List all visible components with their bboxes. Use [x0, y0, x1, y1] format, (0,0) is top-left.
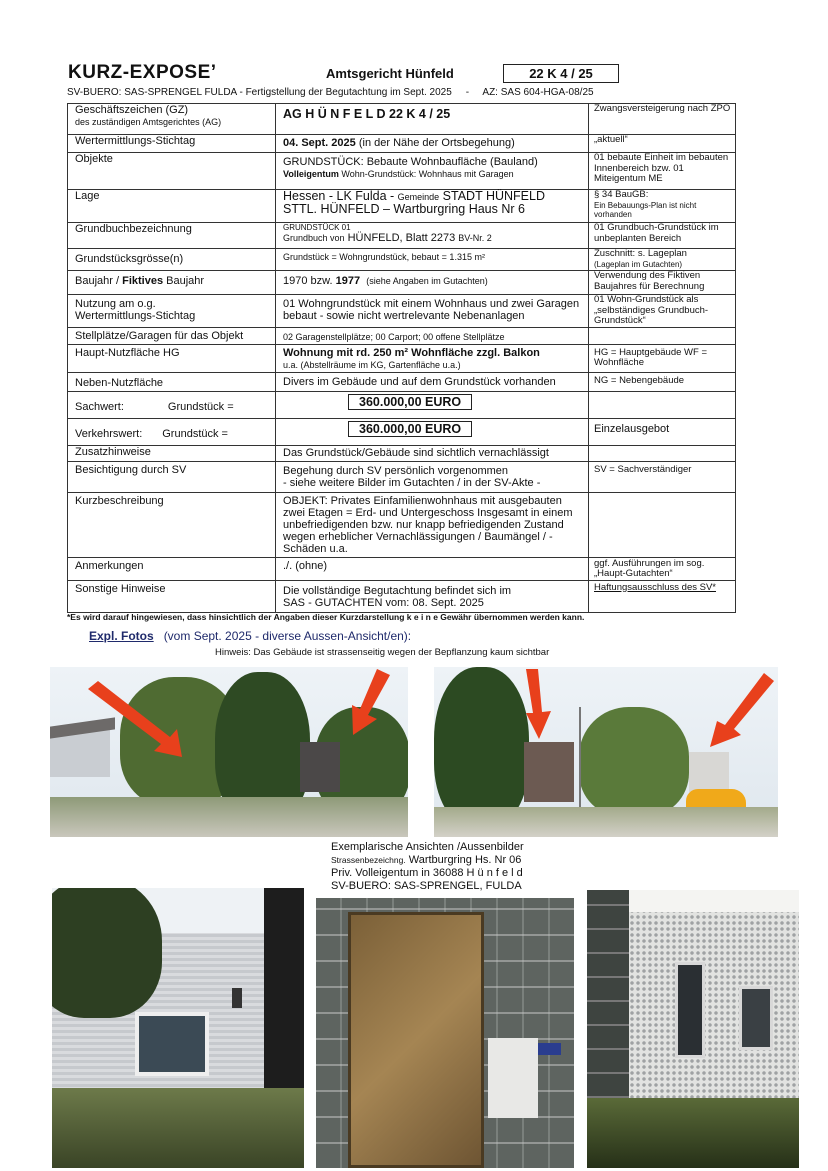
- nutzung-note: 01 Wohn-Grundstück als „selbständiges Grundbuch-Grundstück“: [589, 295, 736, 328]
- stichtag-rest: (in der Nähe der Ortsbegehung): [358, 137, 515, 149]
- gz-label: Geschäftszeichen (GZ): [75, 104, 189, 116]
- gz-note: Zwangsversteigerung nach ZPO: [589, 104, 736, 135]
- photo-entrance-door: [316, 898, 574, 1168]
- lage-city: STADT HÜNFELD: [442, 189, 545, 203]
- sonstige-note: Haftungsausschluss des SV*: [589, 580, 736, 612]
- besichtigung-label: Besichtigung durch SV: [68, 461, 276, 492]
- gz-label-small: des zuständigen Amtsgerichtes (AG): [75, 117, 222, 127]
- row-sachwert: [68, 391, 736, 418]
- objekte-note: 01 bebaute Einheit im bebauten Innenbereich bzw. 01 Miteigentum ME: [589, 153, 736, 190]
- sachwert-label: Sachwert:: [75, 400, 124, 413]
- row-nutzung: [68, 295, 736, 328]
- gz-value: AG H Ü N F E L D 22 K 4 / 25: [283, 107, 451, 121]
- verkehrswert-note: Einzelausgebot: [589, 418, 736, 445]
- grundbuch-note: 01 Grundbuch-Grundstück im unbeplanten Bereich: [589, 223, 736, 249]
- caption-office: SV-BUERO: SAS-SPRENGEL, FULDA: [331, 880, 522, 892]
- row-zusatz: [68, 445, 736, 461]
- haupt-value1: Wohnung mit rd. 250 m² Wohnfläche zzgl. Balkon: [283, 346, 540, 359]
- nutzung-label2: Wertermittlungs-Stichtag: [75, 310, 196, 322]
- groesse-note2: (Lageplan im Gutachten): [594, 259, 683, 269]
- zusatz-value: Das Grundstück/Gebäude sind sichtlich vernachlässigt: [276, 445, 589, 461]
- photo-front-left: [50, 667, 408, 837]
- nutzung-label1: Nutzung am o.g.: [75, 298, 156, 310]
- photos-heading: [89, 629, 411, 643]
- verkehrswert-grundstueck: Grundstück =: [162, 427, 228, 440]
- row-haupt: [68, 344, 736, 372]
- sachwert-grundstueck: Grundstück =: [167, 400, 234, 413]
- sonstige-value2: SAS - GUTACHTEN vom: 08. Sept. 2025: [283, 596, 484, 609]
- page-title: KURZ-EXPOSE’: [68, 62, 217, 83]
- stellplaetze-label: Stellplätze/Garagen für das Objekt: [68, 327, 276, 344]
- lantern: [232, 988, 242, 1008]
- anmerkungen-value: ./. (ohne): [276, 557, 589, 580]
- grundbuch-bv: BV-Nr. 2: [458, 233, 492, 243]
- besichtigung-value2: - siehe weitere Bilder im Gutachten / in der SV-Akte -: [283, 476, 541, 489]
- lage-note1: § 34 BauGB:: [594, 189, 649, 200]
- kurz-value: OBJEKT: Privates Einfamilienwohnhaus mit ausgebauten zwei Etagen = Erd- und Untergeschoss Insgesamt in einem unbefriedigenden bzw. nur knapp befriedigenden Zustand wegen erheblicher Vernachlässigungen / Baumängel / -Schäden u.a.: [276, 492, 589, 557]
- neben-value: Divers im Gebäude und auf dem Grundstück vorhanden: [276, 372, 589, 391]
- row-kurz: [68, 492, 736, 557]
- photo-rear-wall: [587, 890, 799, 1168]
- besichtigung-note: SV = Sachverständiger: [589, 461, 736, 492]
- objekte-label: Objekte: [68, 153, 276, 190]
- reference-number: AZ: SAS 604-HGA-08/25: [482, 87, 594, 98]
- caption-ownership: Priv. Volleigentum in 36088 H ü n f e l d: [331, 867, 523, 879]
- baujahr-year: 1970 bzw.: [283, 275, 333, 287]
- lage-region: Hessen - LK Fulda -: [283, 189, 395, 203]
- baujahr-label: Baujahr /: [75, 275, 120, 287]
- row-lage: [68, 190, 736, 223]
- subheader-dash: -: [465, 87, 470, 98]
- grundbuch-label: Grundbuchbezeichnung: [68, 223, 276, 249]
- photos-hint: Hinweis: Das Gebäude ist strassenseitig wegen der Bepflanzung kaum sichtbar: [215, 647, 550, 658]
- baujahr-label-end: Baujahr: [166, 275, 205, 287]
- photo-side-wall: [52, 888, 304, 1168]
- row-stellplaetze: [68, 327, 736, 344]
- arrow-marker-1: [50, 667, 408, 837]
- sonstige-label: Sonstige Hinweise: [68, 580, 276, 612]
- lage-address: STTL. HÜNFELD – Wartburgring Haus Nr 6: [283, 202, 525, 216]
- caption-line1: Exemplarische Ansichten /Aussenbilder: [331, 841, 524, 853]
- caption-street: Wartburgring Hs. Nr 06: [408, 854, 522, 866]
- caption-street-label: Strassenbezeichng.: [331, 855, 406, 865]
- sachwert-value-box: 360.000,00 EURO: [348, 394, 472, 410]
- photo-front-right: [434, 667, 778, 837]
- verkehrswert-label: Verkehrswert:: [75, 427, 143, 440]
- row-gz: [68, 104, 736, 135]
- row-baujahr: [68, 271, 736, 295]
- objekte-volleigentum: Volleigentum: [283, 169, 339, 179]
- verkehrswert-value-box: 360.000,00 EURO: [348, 421, 472, 437]
- baujahr-note: (siehe Angaben im Gutachten): [366, 276, 488, 286]
- stichtag-note: „aktuell“: [589, 135, 736, 153]
- haupt-value2: u.a. (Abstellräume im KG, Gartenfläche u.a.): [283, 359, 461, 370]
- row-verkehrswert: [68, 418, 736, 445]
- grundbuch-value1: GRUNDSTÜCK 01: [283, 223, 351, 232]
- lage-gemeinde: Gemeinde: [397, 192, 440, 202]
- row-objekte: [68, 153, 736, 190]
- anmerkungen-note: ggf. Ausführungen im sog. „Haupt-Gutachten“: [589, 557, 736, 580]
- baujahr-fiktives: Fiktives: [122, 275, 164, 287]
- grundbuch-blatt: HÜNFELD, Blatt 2273: [347, 232, 456, 244]
- zusatz-label: Zusatzhinweise: [68, 445, 276, 461]
- row-stichtag: [68, 135, 736, 153]
- row-besichtigung: [68, 461, 736, 492]
- row-groesse: [68, 249, 736, 271]
- window: [675, 962, 705, 1058]
- grundbuch-von: Grundbuch von: [283, 233, 345, 243]
- summary-table: [67, 103, 736, 613]
- window: [135, 1012, 209, 1076]
- baujahr-fiktiv-year: 1977: [335, 275, 361, 287]
- lage-label: Lage: [68, 190, 276, 223]
- neben-label: Neben-Nutzfläche: [68, 372, 276, 391]
- office-line: SV-BUERO: SAS-SPRENGEL FULDA - Fertigstellung der Begutachtung im Sept. 2025: [67, 87, 452, 98]
- stichtag-label: Wertermittlungs-Stichtag: [68, 135, 276, 153]
- photos-subtitle: (vom Sept. 2025 - diverse Aussen-Ansicht/en):: [163, 629, 412, 643]
- neben-note: NG = Nebengebäude: [589, 372, 736, 391]
- court-name: Amtsgericht Hünfeld: [326, 66, 454, 81]
- subheader-line: [67, 87, 594, 98]
- window: [739, 986, 773, 1050]
- stichtag-date: 04. Sept. 2025: [283, 137, 356, 149]
- arrow-marker-2: [434, 667, 778, 837]
- lage-note2: Ein Bebauungs-Plan ist nicht vorhanden: [594, 200, 697, 219]
- objekte-value1: GRUNDSTÜCK: Bebaute Wohnbaufläche (Bauland): [283, 156, 538, 168]
- row-grundbuch: [68, 223, 736, 249]
- stellplaetze-value: 02 Garagenstellplätze; 00 Carport; 00 offene Stellplätze: [276, 327, 589, 344]
- disclaimer-footnote: *Es wird darauf hingewiesen, dass hinsichtlich der Angaben dieser Kurzdarstellung k e i n e Gewähr übernommen werden kann.: [67, 612, 585, 622]
- door: [348, 912, 484, 1168]
- groesse-label: Grundstücksgrösse(n): [68, 249, 276, 271]
- objekte-value2: Wohn-Grundstück: Wohnhaus mit Garagen: [341, 169, 514, 179]
- nutzung-value: 01 Wohngrundstück mit einem Wohnhaus und zwei Garagen bebaut - sowie nicht wertrelevante Nebenanlagen: [276, 295, 589, 328]
- row-sonstige: [68, 580, 736, 612]
- anmerkungen-label: Anmerkungen: [68, 557, 276, 580]
- haupt-note: HG = Hauptgebäude WF = Wohnfläche: [589, 344, 736, 372]
- kurz-label: Kurzbeschreibung: [68, 492, 276, 557]
- baujahr-side-note: Verwendung des Fiktiven Baujahres für Berechnung: [589, 271, 736, 295]
- haupt-label: Haupt-Nutzfläche HG: [68, 344, 276, 372]
- row-neben: [68, 372, 736, 391]
- photos-title: Expl. Fotos: [89, 629, 154, 643]
- sonstige-value1: Die vollständige Begutachtung befindet sich im: [283, 584, 512, 597]
- besichtigung-value1: Begehung durch SV persönlich vorgenommen: [283, 464, 509, 477]
- photo-caption: [331, 841, 561, 893]
- case-number-box: 22 K 4 / 25: [503, 64, 619, 83]
- groesse-note1: Zuschnitt: s. Lageplan: [594, 248, 687, 259]
- row-anmerkungen: [68, 557, 736, 580]
- groesse-value: Grundstück = Wohngrundstück, bebaut = 1.315 m²: [276, 249, 589, 271]
